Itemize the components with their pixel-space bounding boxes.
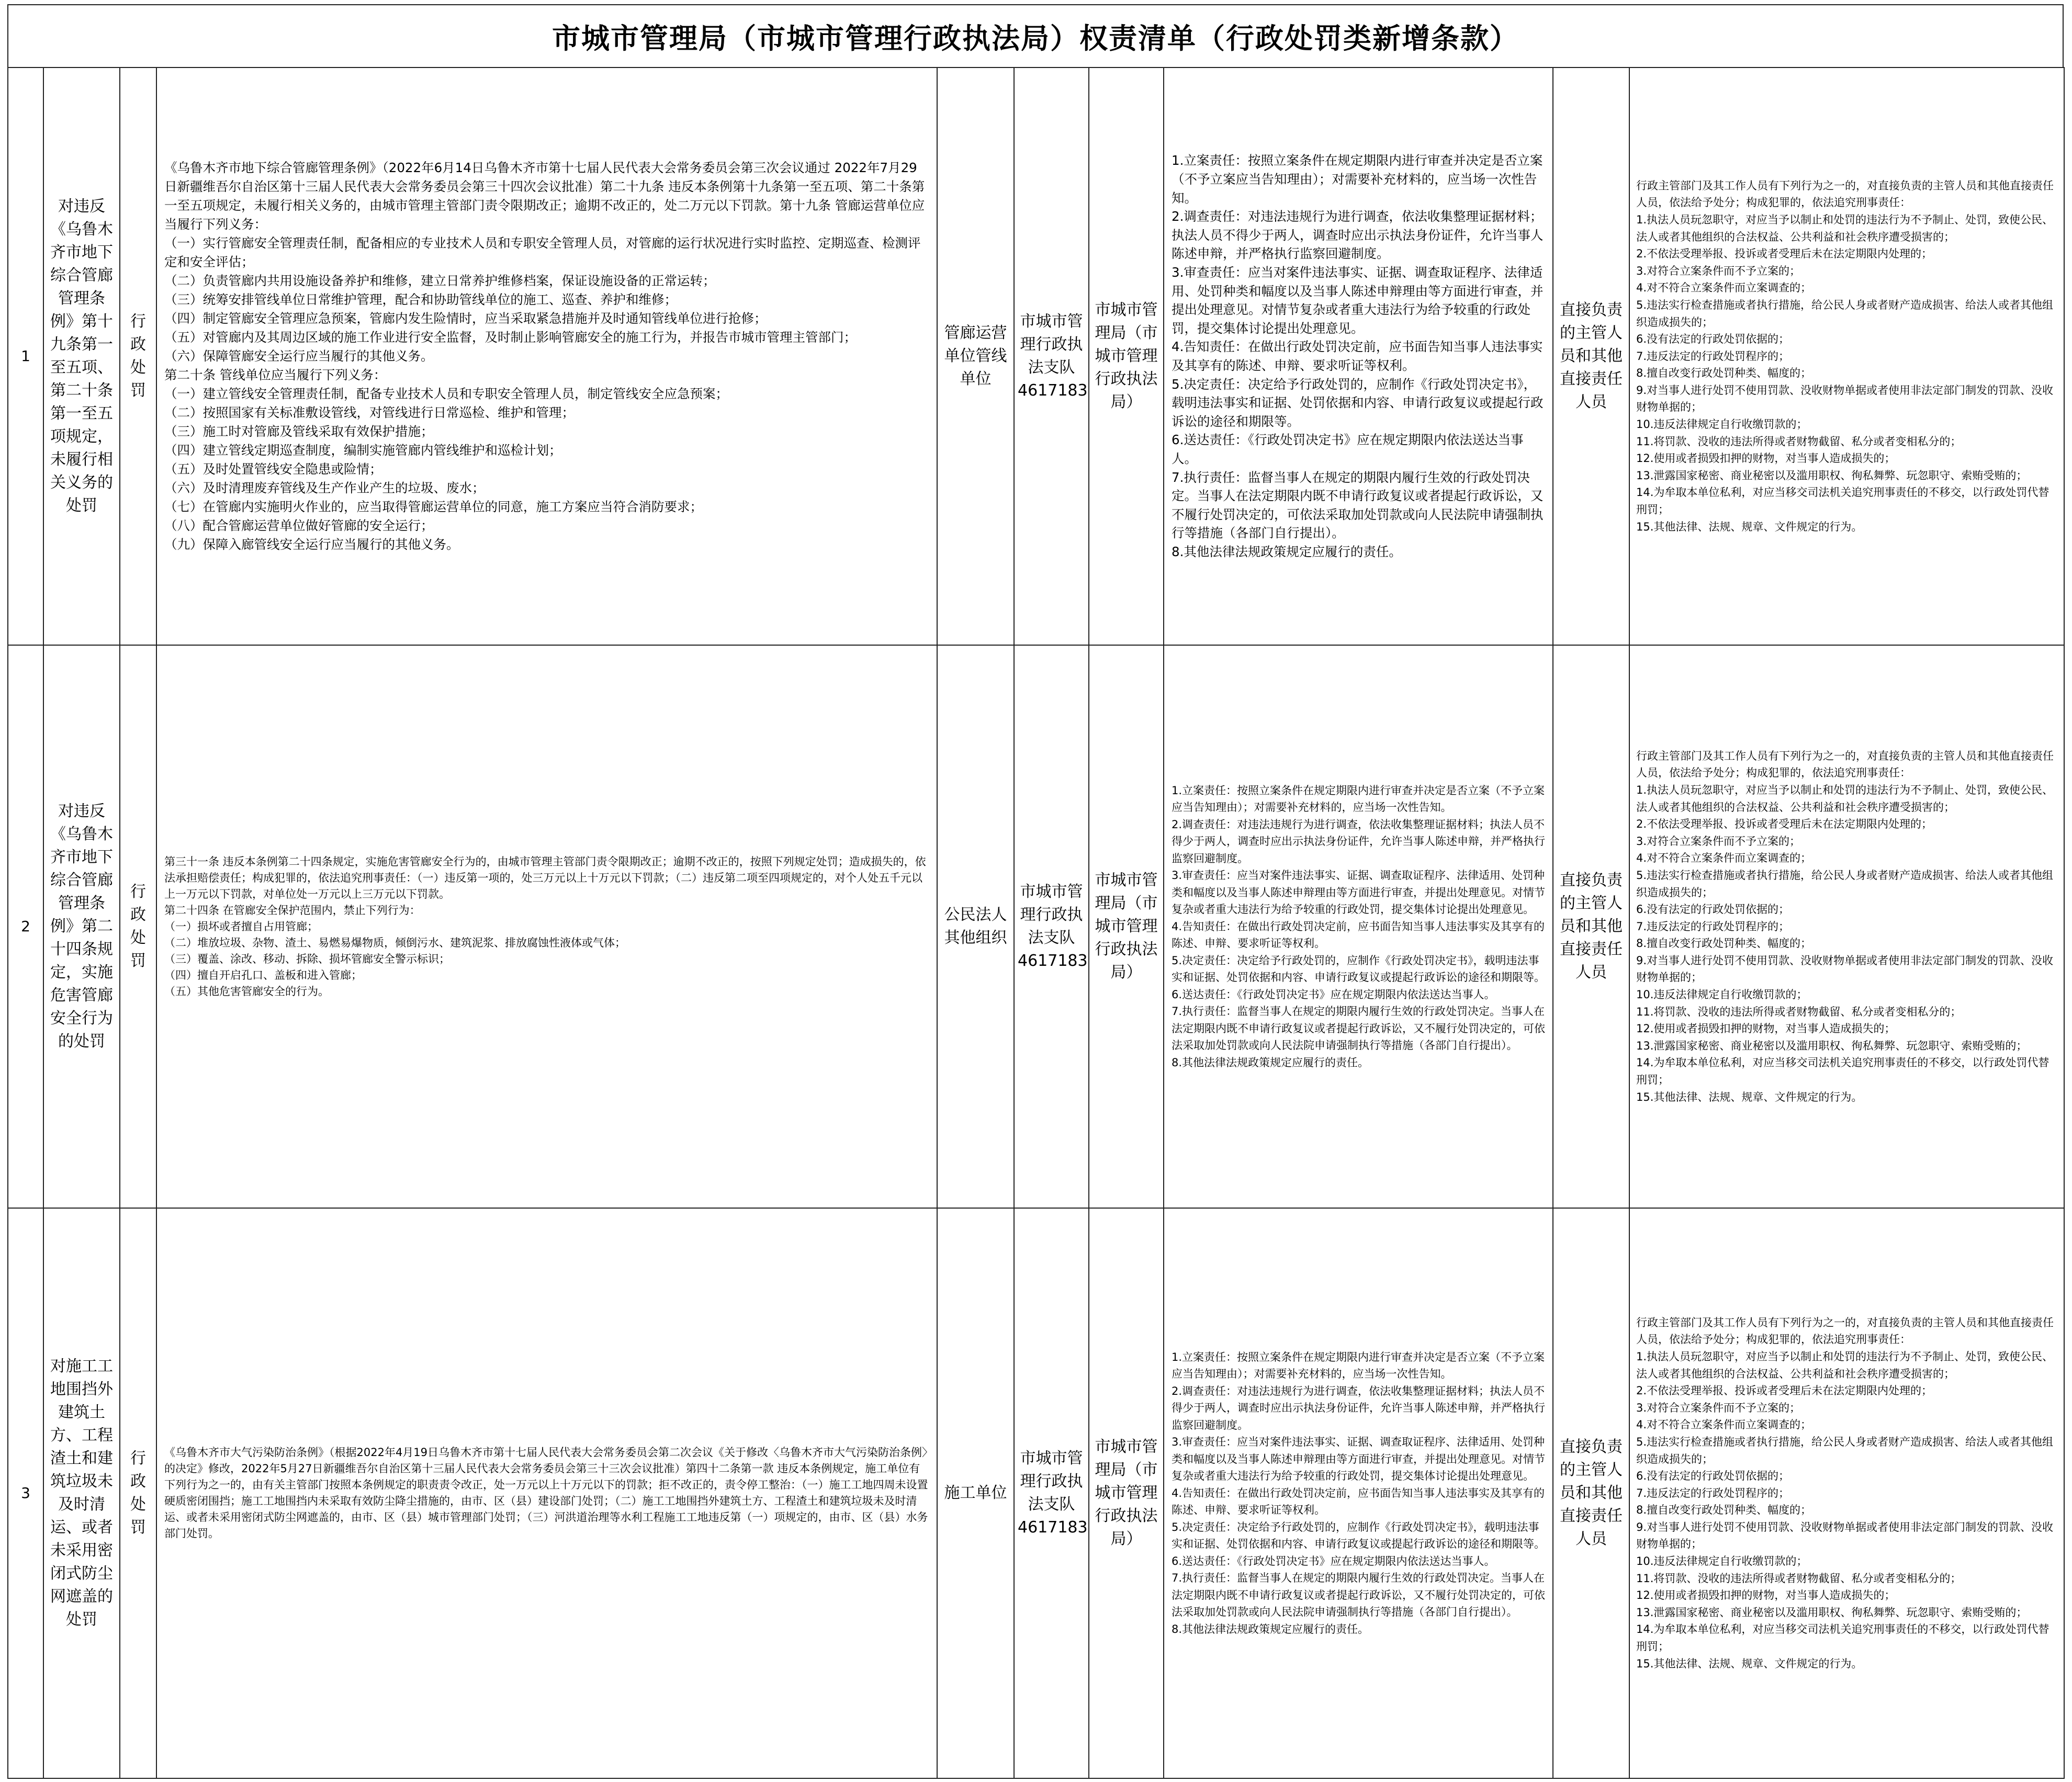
- basis-paragraph: （四）制定管廊安全管理应急预案，管廊内发生险情时，应当采取紧急措施并及时通知管线单位进行抢修；: [164, 311, 767, 326]
- accountability-item: 8.擅自改变行政处罚种类、幅度的；: [1636, 937, 1812, 950]
- category-cell: 行政处罚: [120, 645, 156, 1208]
- accountability-item: 7.违反法定的行政处罚程序的；: [1636, 1486, 1790, 1499]
- responsibility-item: 6.送达责任：《行政处罚决定书》应在规定期限内依法送达当事人。: [1172, 988, 1495, 1001]
- accountability-item: 3.对符合立案条件而不予立案的；: [1636, 834, 1801, 848]
- row-number-cell: 1: [8, 67, 43, 645]
- accountability-item: 6.没有法定的行政处罚依据的；: [1636, 333, 1790, 346]
- legal-basis-cell: [156, 645, 937, 1208]
- basis-paragraph: （七）在管廊内实施明火作业的，应当取得管廊运营单位的同意，施工方案应当符合消防要求；: [164, 499, 703, 514]
- subject-cell: 管廊运营单位管线单位: [937, 67, 1014, 645]
- accountability-item: 11.将罚款、没收的违法所得或者财物截留、私分或者变相私分的；: [1636, 1005, 1962, 1018]
- basis-paragraph: （一）实行管廊安全管理责任制，配备相应的专业技术人员和专职安全管理人员，对管廊的运行状况进行实时监控、定期巡查、检测评定和安全评估；: [164, 235, 921, 269]
- category-cell: 行政处罚: [120, 1208, 156, 1778]
- basis-paragraph: （五）对管廊内及其周边区域的施工作业进行安全监督，及时制止影响管廊安全的施工行为，并报告市城市管理主管部门；: [164, 330, 857, 345]
- accountability-item: 1.执法人员玩忽职守，对应当予以制止和处罚的违法行为不予制止、处罚，致使公民、法人或者其他组织的合法权益、公共利益和社会秩序遭受损害的；: [1636, 783, 2054, 814]
- accountability-item: 10.违反法律规定自行收缴罚款的；: [1636, 988, 1808, 1001]
- basis-paragraph: （二）按照国家有关标准敷设管线，对管线进行日常巡检、维护和管理；: [164, 405, 575, 420]
- basis-paragraph: 第二十条 管线单位应当履行下列义务：: [164, 367, 387, 382]
- responsibility-item: 6.送达责任：《行政处罚决定书》应在规定期限内依法送达当事人。: [1172, 1554, 1495, 1567]
- accountability-item: 9.对当事人进行处罚不使用罚款、没收财物单据或者使用非法定部门制发的罚款、没收财物单据的；: [1636, 384, 2054, 414]
- basis-paragraph: 《乌鲁木齐市地下综合管廊管理条例》（2022年6月14日乌鲁木齐市第十七届人民代表大会常务委员会第三次会议通过 2022年7月29日新疆维吾尔自治区第十三届人民代表大会常务委员会第三十四次会议批准）第二十九条 违反本条例第十九条第一至五项、第二十条第一至五项规定，未履行相关义务的，由城市管理主管部门责令限期改正；逾期不改正的，处二万元以下罚款。第十九条 管廊运营单位应当履行下列义务：: [164, 160, 925, 232]
- item-name-cell: 对违反《乌鲁木齐市地下综合管廊管理条例》第十九条第一至五项、第二十条第一至五项规定，未履行相关义务的处罚: [43, 67, 120, 645]
- table-row: [8, 645, 2064, 1208]
- accountability-item: 2.不依法受理举报、投诉或者受理后未在法定期限内处理的；: [1636, 818, 1933, 831]
- responsibility-item: 3.审查责任：应当对案件违法事实、证据、调查取证程序、法律适用、处罚种类和幅度以及当事人陈述申辩理由等方面进行审查，并提出处理意见。对情节复杂或者重大违法行为给予较重的行政处罚，提交集体讨论提出处理意见。: [1172, 265, 1544, 336]
- item-name-cell: 对违反《乌鲁木齐市地下综合管廊管理条例》第二十四条规定，实施危害管廊安全行为的处罚: [43, 645, 120, 1208]
- basis-paragraph: （三）施工时对管廊及管线采取有效保护措施；: [164, 424, 434, 439]
- accountability-item: 6.没有法定的行政处罚依据的；: [1636, 1470, 1790, 1483]
- legal-basis-cell: [156, 1208, 937, 1778]
- table-row: [8, 67, 2064, 645]
- responsibility-item: 8.其他法律法规政策规定应履行的责任。: [1172, 1622, 1369, 1636]
- responsibility-item: 3.审查责任：应当对案件违法事实、证据、调查取证程序、法律适用、处罚种类和幅度以及当事人陈述申辩理由等方面进行审查，并提出处理意见。对情节复杂或者重大违法行为给予较重的行政处罚，提交集体讨论提出处理意见。: [1172, 1436, 1545, 1483]
- accountability-item: 3.对符合立案条件而不予立案的；: [1636, 1401, 1801, 1414]
- page-title: 市城市管理局（市城市管理行政执法局）权责清单（行政处罚类新增条款）: [552, 21, 1519, 55]
- accountability-item: 1.执法人员玩忽职守，对应当予以制止和处罚的违法行为不予制止、处罚，致使公民、法人或者其他组织的合法权益、公共利益和社会秩序遭受损害的；: [1636, 213, 2054, 243]
- basis-paragraph: 第三十一条 违反本条例第二十四条规定，实施危害管廊安全行为的，由城市管理主管部门责令限期改正；逾期不改正的，按照下列规定处罚；造成损失的，依法承担赔偿责任；构成犯罪的，依法追究刑事责任：（一）违反第一项的，处三万元以上十万元以下罚款；（二）违反第二项至四项规定的，对个人处五千元以上一万元以下罚款，对单位处一万元以上三万元以下罚款。: [164, 855, 926, 900]
- accountability-item: 1.执法人员玩忽职守，对应当予以制止和处罚的违法行为不予制止、处罚，致使公民、法人或者其他组织的合法权益、公共利益和社会秩序遭受损害的；: [1636, 1350, 2054, 1380]
- enforcer-cell: 市城市管理行政执法支队4617183: [1014, 645, 1089, 1208]
- accountability-item: 12.使用或者损毁扣押的财物，对当事人造成损失的；: [1636, 1589, 1896, 1602]
- accountability-cell: [1629, 1208, 2064, 1778]
- basis-paragraph: （六）保障管廊安全运行应当履行的其他义务。: [164, 348, 434, 364]
- legal-basis-cell: [156, 67, 937, 645]
- basis-paragraph: （六）及时清理废弃管线及生产作业产生的垃圾、废水；: [164, 480, 485, 495]
- accountability-item: 14.为牟取本单位私利，对应当移交司法机关追究刑事责任的不移交，以行政处罚代替刑罚；: [1636, 1056, 2050, 1087]
- responsibility-item: 2.调查责任：对违法违规行为进行调查，依法收集整理证据材料；执法人员不得少于两人，调查时应出示执法身份证件，允许当事人陈述申辩，并严格执行监察回避制度。: [1172, 1384, 1545, 1431]
- responsibility-item: 5.决定责任：决定给予行政处罚的，应制作《行政处罚决定书》，载明违法事实和证据、处罚依据和内容、申请行政复议或提起行政诉讼的途径和期限等。: [1172, 954, 1545, 984]
- responsibility-item: 8.其他法律法规政策规定应履行的责任。: [1172, 1056, 1369, 1069]
- enforcer-cell: 市城市管理行政执法支队4617183: [1014, 1208, 1089, 1778]
- accountability-item: 8.擅自改变行政处罚种类、幅度的；: [1636, 1504, 1812, 1517]
- accountability-item: 14.为牟取本单位私利，对应当移交司法机关追究刑事责任的不移交，以行政处罚代替刑罚；: [1636, 486, 2050, 516]
- responsibility-item: 1.立案责任：按照立案条件在规定期限内进行审查并决定是否立案（不予立案应当告知理由）；对需要补充材料的，应当场一次性告知。: [1172, 784, 1545, 814]
- accountability-item: 6.没有法定的行政处罚依据的；: [1636, 903, 1790, 916]
- responsibility-item: 5.决定责任：决定给予行政处罚的，应制作《行政处罚决定书》，载明违法事实和证据、处罚依据和内容、申请行政复议或提起行政诉讼的途径和期限等。: [1172, 1520, 1545, 1551]
- responsibility-cell: [1164, 67, 1553, 645]
- accountability-item: 7.违反法定的行政处罚程序的；: [1636, 920, 1790, 933]
- accountable-persons-cell: 直接负责的主管人员和其他直接责任人员: [1553, 645, 1629, 1208]
- basis-paragraph: （四）建立管线定期巡查制度，编制实施管廊内管线维护和巡检计划；: [164, 443, 562, 458]
- accountable-persons-cell: 直接负责的主管人员和其他直接责任人员: [1553, 1208, 1629, 1778]
- accountability-item: 行政主管部门及其工作人员有下列行为之一的，对直接负责的主管人员和其他直接责任人员，依法给予处分；构成犯罪的，依法追究刑事责任：: [1636, 1316, 2054, 1346]
- accountability-item: 12.使用或者损毁扣押的财物，对当事人造成损失的；: [1636, 452, 1896, 465]
- basis-paragraph: （一）建立管线安全管理责任制，配备专业技术人员和专职安全管理人员，制定管线安全应急预案；: [164, 386, 728, 401]
- spreadsheet: [7, 4, 2064, 1779]
- accountability-item: 行政主管部门及其工作人员有下列行为之一的，对直接负责的主管人员和其他直接责任人员，依法给予处分；构成犯罪的，依法追究刑事责任：: [1636, 179, 2054, 209]
- accountability-item: 4.对不符合立案条件而立案调查的；: [1636, 1418, 1812, 1431]
- basis-paragraph: （三）统筹安排管线单位日常维护管理，配合和协助管线单位的施工、巡查、养护和维修；: [164, 292, 677, 307]
- accountability-item: 5.违法实行检查措施或者执行措施，给公民人身或者财产造成损害、给法人或者其他组织造成损失的；: [1636, 1435, 2054, 1465]
- title-row: [7, 4, 2064, 67]
- accountability-item: 行政主管部门及其工作人员有下列行为之一的，对直接负责的主管人员和其他直接责任人员，依法给予处分；构成犯罪的，依法追究刑事责任：: [1636, 749, 2054, 780]
- accountability-item: 8.擅自改变行政处罚种类、幅度的；: [1636, 367, 1812, 380]
- accountability-item: 11.将罚款、没收的违法所得或者财物截留、私分或者变相私分的；: [1636, 435, 1962, 448]
- accountability-item: 14.为牟取本单位私利，对应当移交司法机关追究刑事责任的不移交，以行政处罚代替刑罚；: [1636, 1623, 2050, 1653]
- subject-cell: 施工单位: [937, 1208, 1014, 1778]
- accountability-item: 2.不依法受理举报、投诉或者受理后未在法定期限内处理的；: [1636, 1384, 1933, 1397]
- basis-paragraph: （五）及时处置管线安全隐患或险情；: [164, 461, 382, 477]
- basis-paragraph: （一）损坏或者擅自占用管廊；: [164, 920, 318, 933]
- responsibility-item: 1.立案责任：按照立案条件在规定期限内进行审查并决定是否立案（不予立案应当告知理由）；对需要补充材料的，应当场一次性告知。: [1172, 153, 1543, 206]
- basis-paragraph: （三）覆盖、涂改、移动、拆除、损坏管廊安全警示标识；: [164, 952, 450, 965]
- accountability-item: 9.对当事人进行处罚不使用罚款、没收财物单据或者使用非法定部门制发的罚款、没收财物单据的；: [1636, 954, 2054, 984]
- responsibility-item: 4.告知责任：在做出行政处罚决定前，应书面告知当事人违法事实及其享有的陈述、申辩、要求听证等权利。: [1172, 1486, 1545, 1517]
- subject-cell: 公民法人其他组织: [937, 645, 1014, 1208]
- authority-cell: 市城市管理局（市城市管理行政执法局）: [1089, 67, 1164, 645]
- authority-cell: 市城市管理局（市城市管理行政执法局）: [1089, 645, 1164, 1208]
- accountability-item: 13.泄露国家秘密、商业秘密以及滥用职权、徇私舞弊、玩忽职守、索贿受贿的；: [1636, 1606, 2028, 1619]
- responsibility-item: 1.立案责任：按照立案条件在规定期限内进行审查并决定是否立案（不予立案应当告知理由）；对需要补充材料的，应当场一次性告知。: [1172, 1350, 1545, 1381]
- responsibility-cell: [1164, 645, 1553, 1208]
- accountability-item: 13.泄露国家秘密、商业秘密以及滥用职权、徇私舞弊、玩忽职守、索贿受贿的；: [1636, 469, 2028, 482]
- basis-paragraph: 《乌鲁木齐市大气污染防治条例》（根据2022年4月19日乌鲁木齐市第十七届人民代表大会常务委员会第二次会议《关于修改〈乌鲁木齐市大气污染防治条例〉的决定》修改，2022年5月27日新疆维吾尔自治区第十三届人民代表大会常务委员会第三十三次会议批准）第四十二条第一款 违反本条例规定，施工单位有下列行为之一的，由有关主管部门按照本条例规定的职责责令改正，处一万元以上十万元以下的罚款；拒不改正的，责令停工整治：（一）施工工地四周未设置硬质密闭围挡；施工工地围挡内未采取有效防尘降尘措施的，由市、区（县）建设部门处罚；（二）施工工地围挡外建筑土方、工程渣土和建筑垃圾未及时清运、或者未采用密闭式防尘网遮盖的，由市、区（县）城市管理部门处罚；（三）河洪道治理等水利工程施工工地违反第（一）项规定的，由市、区（县）水务部门处罚。: [164, 1446, 928, 1540]
- basis-paragraph: （五）其他危害管廊安全的行为。: [164, 985, 329, 998]
- responsibility-item: 4.告知责任：在做出行政处罚决定前，应书面告知当事人违法事实及其享有的陈述、申辩、要求听证等权利。: [1172, 920, 1545, 950]
- accountability-item: 5.违法实行检查措施或者执行措施，给公民人身或者财产造成损害、给法人或者其他组织造成损失的；: [1636, 869, 2054, 899]
- accountability-item: 15.其他法律、法规、规章、文件规定的行为。: [1636, 1657, 1863, 1670]
- responsibility-item: 8.其他法律法规政策规定应履行的责任。: [1172, 544, 1402, 559]
- responsibility-item: 3.审查责任：应当对案件违法事实、证据、调查取证程序、法律适用、处罚种类和幅度以及当事人陈述申辩理由等方面进行审查，并提出处理意见。对情节复杂或者重大违法行为给予较重的行政处罚，提交集体讨论提出处理意见。: [1172, 869, 1545, 916]
- accountability-item: 13.泄露国家秘密、商业秘密以及滥用职权、徇私舞弊、玩忽职守、索贿受贿的；: [1636, 1039, 2028, 1052]
- accountability-cell: [1629, 645, 2064, 1208]
- accountability-item: 3.对符合立案条件而不予立案的；: [1636, 264, 1801, 277]
- authority-cell: 市城市管理局（市城市管理行政执法局）: [1089, 1208, 1164, 1778]
- accountability-item: 4.对不符合立案条件而立案调查的；: [1636, 281, 1812, 295]
- accountability-item: 15.其他法律、法规、规章、文件规定的行为。: [1636, 520, 1863, 533]
- accountability-item: 10.违反法律规定自行收缴罚款的；: [1636, 1555, 1808, 1568]
- accountability-item: 7.违反法定的行政处罚程序的；: [1636, 349, 1790, 363]
- responsibility-item: 2.调查责任：对违法违规行为进行调查，依法收集整理证据材料；执法人员不得少于两人，调查时应出示执法身份证件，允许当事人陈述申辩，并严格执行监察回避制度。: [1172, 818, 1545, 865]
- row-number-cell: 3: [8, 1208, 43, 1778]
- row-number-cell: 2: [8, 645, 43, 1208]
- power-list-table: [7, 67, 2065, 1779]
- basis-paragraph: （九）保障入廊管线安全运行应当履行的其他义务。: [164, 537, 459, 552]
- accountability-item: 12.使用或者损毁扣押的财物，对当事人造成损失的；: [1636, 1022, 1896, 1035]
- accountability-item: 10.违反法律规定自行收缴罚款的；: [1636, 418, 1808, 431]
- accountability-item: 4.对不符合立案条件而立案调查的；: [1636, 852, 1812, 865]
- basis-paragraph: 第二十四条 在管廊安全保护范围内，禁止下列行为：: [164, 904, 421, 917]
- responsibility-cell: [1164, 1208, 1553, 1778]
- responsibility-item: 7.执行责任：监督当事人在规定的期限内履行生效的行政处罚决定。当事人在法定期限内既不申请行政复议或者提起行政诉讼，又不履行处罚决定的，可依法采取加处罚款或向人民法院申请强制执行等措施（各部门自行提出）。: [1172, 1005, 1545, 1052]
- accountability-cell: [1629, 67, 2064, 645]
- basis-paragraph: （四）擅自开启孔口、盖板和进入管廊；: [164, 968, 362, 982]
- responsibility-item: 7.执行责任：监督当事人在规定的期限内履行生效的行政处罚决定。当事人在法定期限内既不申请行政复议或者提起行政诉讼，又不履行处罚决定的，可依法采取加处罚款或向人民法院申请强制执行等措施（各部门自行提出）。: [1172, 1572, 1545, 1619]
- responsibility-item: 7.执行责任：监督当事人在规定的期限内履行生效的行政处罚决定。当事人在法定期限内既不申请行政复议或者提起行政诉讼，又不履行处罚决定的，可依法采取加处罚款或向人民法院申请强制执行等措施（各部门自行提出）。: [1172, 469, 1544, 541]
- table-row: [8, 1208, 2064, 1778]
- responsibility-item: 5.决定责任：决定给予行政处罚的，应制作《行政处罚决定书》，载明违法事实和证据、处罚依据和内容、申请行政复议或提起行政诉讼的途径和期限等。: [1172, 376, 1544, 429]
- category-cell: 行政处罚: [120, 67, 156, 645]
- basis-paragraph: （二）堆放垃圾、杂物、渣土、易燃易爆物质，倾倒污水、建筑泥浆、排放腐蚀性液体或气体；: [164, 936, 626, 949]
- accountability-item: 15.其他法律、法规、规章、文件规定的行为。: [1636, 1090, 1863, 1103]
- basis-paragraph: （八）配合管廊运营单位做好管廊的安全运行；: [164, 518, 434, 533]
- responsibility-item: 2.调查责任：对违法违规行为进行调查，依法收集整理证据材料；执法人员不得少于两人，调查时应出示执法身份证件，允许当事人陈述申辩，并严格执行监察回避制度。: [1172, 209, 1544, 262]
- item-name-cell: 对施工工地围挡外建筑土方、工程渣土和建筑垃圾未及时清运、或者未采用密闭式防尘网遮盖的处罚: [43, 1208, 120, 1778]
- accountability-item: 5.违法实行检查措施或者执行措施，给公民人身或者财产造成损害、给法人或者其他组织造成损失的；: [1636, 298, 2054, 329]
- accountable-persons-cell: 直接负责的主管人员和其他直接责任人员: [1553, 67, 1629, 645]
- basis-paragraph: （二）负责管廊内共用设施设备养护和维修，建立日常养护维修档案，保证设施设备的正常运转；: [164, 273, 716, 288]
- accountability-item: 9.对当事人进行处罚不使用罚款、没收财物单据或者使用非法定部门制发的罚款、没收财物单据的；: [1636, 1520, 2054, 1551]
- responsibility-item: 4.告知责任：在做出行政处罚决定前，应书面告知当事人违法事实及其享有的陈述、申辩、要求听证等权利。: [1172, 339, 1543, 373]
- accountability-item: 11.将罚款、没收的违法所得或者财物截留、私分或者变相私分的；: [1636, 1572, 1962, 1585]
- responsibility-item: 6.送达责任：《行政处罚决定书》应在规定期限内依法送达当事人。: [1172, 432, 1524, 466]
- enforcer-cell: 市城市管理行政执法支队4617183: [1014, 67, 1089, 645]
- accountability-item: 2.不依法受理举报、投诉或者受理后未在法定期限内处理的；: [1636, 247, 1933, 261]
